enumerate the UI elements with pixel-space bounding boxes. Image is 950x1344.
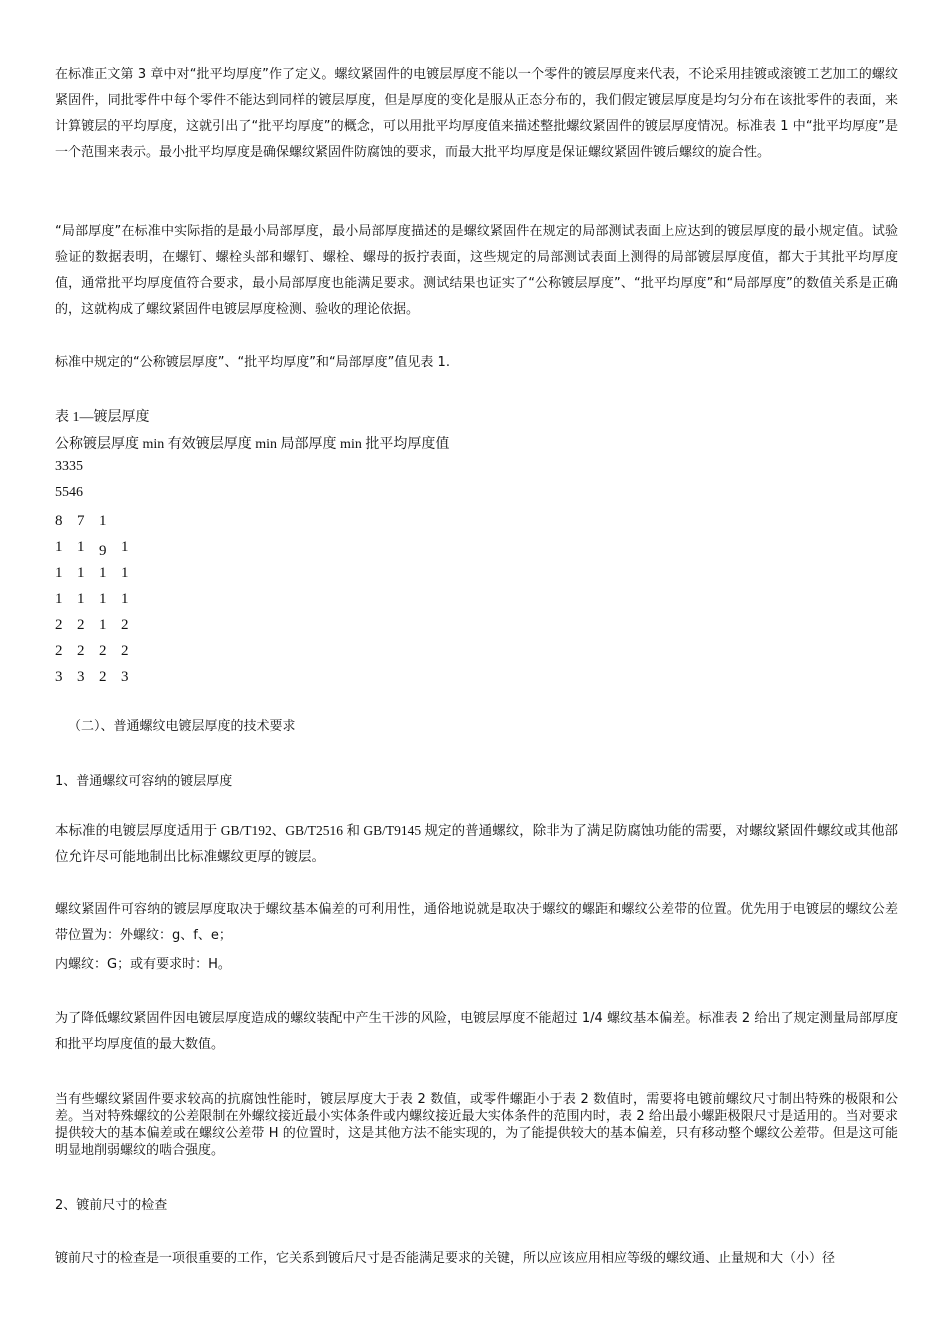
subsection-heading: 1、普通螺纹可容纳的镀层厚度 — [55, 774, 233, 789]
table-cell: 8 — [55, 514, 63, 529]
section-heading: （二）、普通螺纹电镀层厚度的技术要求 — [68, 719, 296, 734]
table-cell: 2 — [99, 670, 107, 685]
paragraph-applicable-threads: 本标准的电镀层厚度适用于 GB/T192、GB/T2516 和 GB/T9145 规定的普通螺纹，除非为了满足防腐蚀功能的需要，对螺纹紧固件螺纹或其他部位允许尽可能地制出比标准螺纹更厚的镀层。 — [55, 823, 898, 864]
table-cell: 1 — [77, 566, 85, 581]
table-cell: 1 — [121, 540, 129, 555]
table-caption: 表 1—镀层厚度 — [55, 410, 150, 425]
paragraph-thread-tolerance: 螺纹紧固件可容纳的镀层厚度取决于螺纹基本偏差的可利用性，通俗地说就是取决于螺纹的螺距和螺纹公差带的位置。优先用于电镀层的螺纹公差带位置为：外螺纹：g、f、e； — [55, 902, 898, 943]
paragraph-pre-plating-check: 镀前尺寸的检查是一项很重要的工作，它关系到镀后尺寸是否能满足要求的关键，所以应该应用相应等级的螺纹通、止量规和大（小）径 — [55, 1251, 836, 1266]
table-cell: 9 — [99, 544, 107, 559]
table-cell: 1 — [99, 592, 107, 607]
table-row: 3335 — [55, 459, 83, 474]
table-cell: 1 — [99, 566, 107, 581]
paragraph-interference-risk: 为了降低螺纹紧固件因电镀层厚度造成的螺纹装配中产生干涉的风险，电镀层厚度不能超过 1/4 螺纹基本偏差。标准表 2 给出了规定测量局部厚度和批平均厚度值的最大数值。 — [55, 1011, 898, 1052]
paragraph-internal-thread: 内螺纹：G；或有要求时：H。 — [55, 957, 231, 972]
table-cell: 3 — [121, 670, 129, 685]
paragraph-batch-average-thickness: 在标准正文第 3 章中对“批平均厚度”作了定义。螺纹紧固件的电镀层厚度不能以一个零件的镀层厚度来代表，不论采用挂镀或滚镀工艺加工的螺纹紧固件，同批零件中每个零件不能达到同样的镀层厚度，但是厚度的变化是服从正态分布的，我们假定镀层厚度是均匀分布在该批零件的表面，来计算镀层的平均厚度，这就引出了“批平均厚度”的概念，可以用批平均厚度值来描述整批螺纹紧固件的镀层厚度情况。标准表 1 中“批平均厚度”是一个范围来表示。最小批平均厚度是确保螺纹紧固件防腐蚀的要求，而最大批平均厚度是保证螺纹紧固件镀后螺纹的旋合性。 — [55, 67, 898, 160]
table-cell: 2 — [55, 644, 63, 659]
table-cell: 2 — [77, 618, 85, 633]
table-cell: 3 — [77, 670, 85, 685]
table-header: 公称镀层厚度 min 有效镀层厚度 min 局部厚度 min 批平均厚度值 — [55, 437, 450, 452]
table-cell: 1 — [77, 592, 85, 607]
table-cell: 1 — [55, 592, 63, 607]
table-cell: 3 — [55, 670, 63, 685]
table-cell: 1 — [55, 566, 63, 581]
paragraph-local-thickness: “局部厚度”在标准中实际指的是最小局部厚度，最小局部厚度描述的是螺纹紧固件在规定的局部测试表面上应达到的镀层厚度的最小规定值。试验验证的数据表明，在螺钉、螺栓头部和螺钉、螺栓、螺母的扳拧表面，这些规定的局部测试表面上测得的局部镀层厚度值，都大于其批平均厚度值，通常批平均厚度值符合要求，最小局部厚度也能满足要求。测试结果也证实了“公称镀层厚度”、“批平均厚度”和“局部厚度”的数值关系是正确的，这就构成了螺纹紧固件电镀层厚度检测、验收的理论依据。 — [55, 224, 898, 317]
paragraph-table-reference: 标准中规定的“公称镀层厚度”、“批平均厚度”和“局部厚度”值见表 1. — [55, 355, 450, 370]
table-cell: 1 — [99, 514, 107, 529]
table-cell: 2 — [55, 618, 63, 633]
table-cell: 1 — [99, 618, 107, 633]
table-cell: 7 — [77, 514, 85, 529]
paragraph-special-limits: 当有些螺纹紧固件要求较高的抗腐蚀性能时，镀层厚度大于表 2 数值，或零件螺距小于表 2 数值时，需要将电镀前螺纹尺寸制出特殊的极限和公差。当对特殊螺纹的公差限制在外螺纹接近最小实体条件或内螺纹接近最大实体条件的范围内时，表 2 给出最小螺距极限尺寸是适用的。当对要求提供较大的基本偏差或在螺纹公差带 H 的位置时，这是其他方法不能实现的，为了能提供较大的基本偏差，只有移动整个螺纹公差带。但是这可能明显地削弱螺纹的啮合强度。 — [55, 1092, 898, 1158]
table-cell: 2 — [77, 644, 85, 659]
table-cell: 1 — [121, 566, 129, 581]
subsection-heading: 2、镀前尺寸的检查 — [55, 1198, 168, 1213]
table-cell: 2 — [99, 644, 107, 659]
table-cell: 2 — [121, 618, 129, 633]
table-cell: 2 — [121, 644, 129, 659]
table-cell: 1 — [77, 540, 85, 555]
table-cell: 1 — [55, 540, 63, 555]
table-row: 5546 — [55, 485, 83, 500]
table-cell: 1 — [121, 592, 129, 607]
